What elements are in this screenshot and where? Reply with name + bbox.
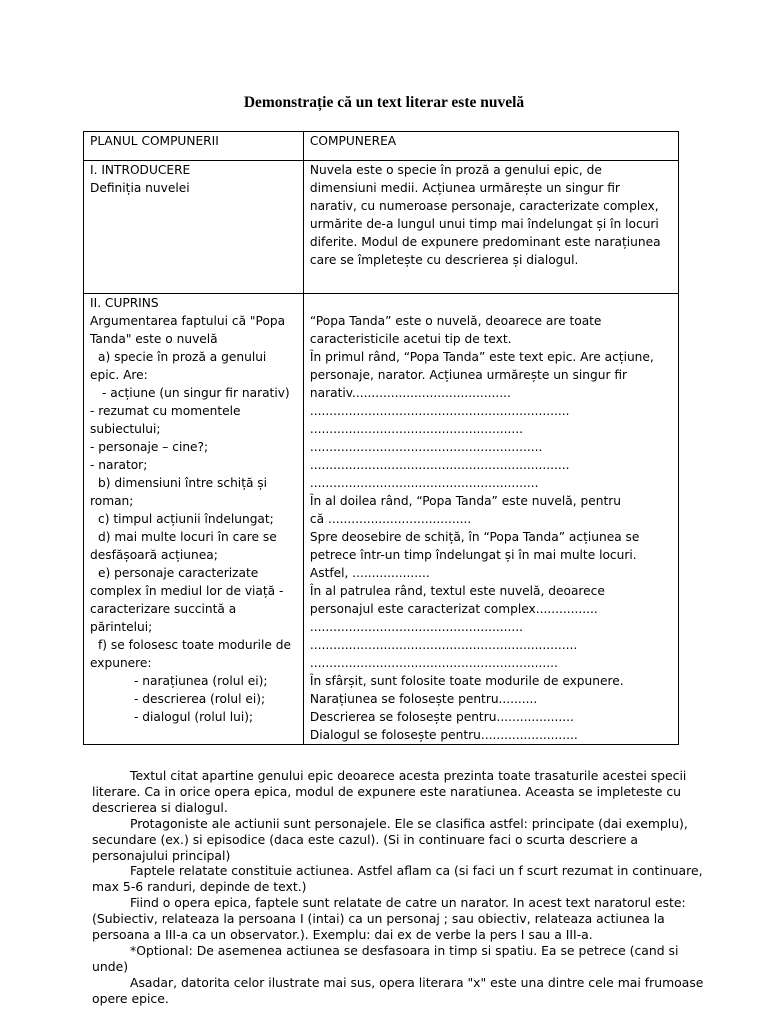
cuprins-text-line: ................................................................ <box>309 656 558 670</box>
cuprins-plan-line: - narator; <box>90 458 148 472</box>
paragraph: *Optional: De asemenea actiunea se desfasoara in timp si spatiu. Ea se petrece (cand si unde) <box>92 942 679 974</box>
cuprins-text-line <box>310 294 672 312</box>
cuprins-text-line: personajul este caracterizat complex................ <box>309 602 598 616</box>
cuprins-plan-line: desfășoară acțiunea; <box>90 548 218 562</box>
cuprins-text-line: Dialogul se folosește pentru......................... <box>309 728 578 742</box>
cuprins-plan-line: a) specie în proză a genului <box>98 350 267 364</box>
table-row-introducere <box>84 161 679 294</box>
intro-text-line: urmărite de-a lungul unui timp mai îndelungat și în locuri <box>309 217 659 231</box>
cuprins-text-line: În primul rând, “Popa Tanda” este text epic. Are acțiune, <box>309 350 654 364</box>
cuprins-text-line: Spre deosebire de schiță, în “Popa Tanda” acțiunea se <box>309 530 640 544</box>
page-title: Demonstrație că un text literar este nuvelă <box>243 94 525 111</box>
cuprins-text-line: caracteristicile acetui tip de text. <box>309 332 512 346</box>
intro-text-cell <box>303 161 678 294</box>
table-header-row <box>84 132 679 161</box>
cuprins-plan-line: epic. Are: <box>90 368 148 382</box>
cuprins-plan-line: Tanda" este o nuvelă <box>90 332 218 346</box>
cuprins-text-line: În sfârșit, sunt folosite toate modurile de expunere. <box>309 674 624 688</box>
cuprins-plan-line: părintelui; <box>90 620 153 634</box>
cuprins-text-line: că ..................................... <box>309 512 472 526</box>
paragraph: Protagoniste ale actiunii sunt personajele. Ele se clasifica astfel: principate (dai exemplu), secundare (ex.) si episodice (daca este cazul). (Si in continuare faci o scurta descriere a personajului principal) <box>92 815 688 863</box>
cuprins-text-line: Astfel, .................... <box>309 566 430 580</box>
cuprins-plan-line: - dialogul (rolul lui); <box>134 710 254 724</box>
cuprins-text-line: Descrierea se folosește pentru.................... <box>309 710 574 724</box>
cuprins-text-line: În al doilea rând, “Popa Tanda” este nuvelă, pentru <box>309 494 621 508</box>
intro-text-line: dimensiuni medii. Acțiunea urmărește un singur fir <box>309 181 620 195</box>
paragraph: Asadar, datorita celor ilustrate mai sus, opera literara "x" este una dintre cele mai frumoase opere epice. <box>92 974 704 1006</box>
cuprins-text-line: ....................................................... <box>309 422 523 436</box>
cuprins-text-line: “Popa Tanda” este o nuvelă, deoarece are toate <box>309 314 602 328</box>
cuprins-text-line: ..................................................................... <box>309 638 578 652</box>
plan-table <box>83 131 679 745</box>
cuprins-plan-line: - rezumat cu momentele <box>90 404 241 418</box>
intro-plan-line: Definiția nuvelei <box>90 181 190 195</box>
paragraph: Faptele relatate constituie actiunea. Astfel aflam ca (si faci un f scurt rezumat in continuare, max 5-6 randuri, depinde de text.) <box>92 863 703 895</box>
cuprins-plan-line: f) se folosesc toate modurile de <box>98 638 292 652</box>
cuprins-plan-line: d) mai multe locuri în care se <box>98 530 277 544</box>
cuprins-plan-line: subiectului; <box>90 422 161 436</box>
cuprins-plan-line: - personaje – cine?; <box>90 440 209 454</box>
cuprins-plan-line: roman; <box>90 494 134 508</box>
intro-plan-cell <box>84 161 304 294</box>
cuprins-plan-line: II. CUPRINS <box>90 296 159 310</box>
cuprins-plan-line: b) dimensiuni între schiță și <box>98 476 268 490</box>
cuprins-plan-line: Argumentarea faptului că "Popa <box>90 314 286 328</box>
intro-text-line: care se împletește cu descrierea și dialogul. <box>309 253 579 267</box>
body-text <box>92 768 714 1007</box>
paragraph: Fiind o opera epica, faptele sunt relatate de catre un narator. In acest text naratorul este: (Subiectiv, relateaza la persoana I (intai) ca un personaj ; sau obiectiv, relateaza actiunea la persoana a III-a ca un observator.). Exemplu: dai ex de verbe la pers I sau a III-a. <box>92 895 686 943</box>
col2-header: COMPUNEREA <box>303 132 678 161</box>
paragraph: Textul citat apartine genului epic deoarece acesta prezinta toate trasaturile acestei specii literare. Ca in orice opera epica, modul de expunere este naratiunea. Aceasta se impleteste cu descrierea si dialogul. <box>92 768 687 815</box>
table-row-cuprins <box>84 294 679 745</box>
col1-header: PLANUL COMPUNERII <box>84 132 304 161</box>
cuprins-text-line: ................................................................... <box>309 458 570 472</box>
cuprins-plan-line: caracterizare succintă a <box>90 602 237 616</box>
cuprins-plan-line: - descrierea (rolul ei); <box>134 692 266 706</box>
intro-text-line: diferite. Modul de expunere predominant este narațiunea <box>309 235 661 249</box>
cuprins-text-line: ................................................................... <box>309 404 570 418</box>
cuprins-text-line: narativ......................................... <box>309 386 511 400</box>
cuprins-text-line: ............................................................ <box>309 440 543 454</box>
cuprins-plan-line: - acțiune (un singur fir narativ) <box>102 386 290 400</box>
cuprins-text-cell <box>303 294 678 745</box>
cuprins-plan-line: expunere: <box>90 656 152 670</box>
intro-text-line: narativ, cu numeroase personaje, caracterizate complex, <box>309 199 659 213</box>
cuprins-plan-line: e) personaje caracterizate <box>98 566 259 580</box>
cuprins-text-line: În al patrulea rând, textul este nuvelă, deoarece <box>309 584 605 598</box>
cuprins-text-line: personaje, narator. Acțiunea urmărește un singur fir <box>309 368 628 382</box>
cuprins-text-line: ....................................................... <box>309 620 523 634</box>
cuprins-plan-line: complex în mediul lor de viață - <box>90 584 284 598</box>
intro-text-line: Nuvela este o specie în proză a genului epic, de <box>309 163 602 177</box>
cuprins-plan-line: - narațiunea (rolul ei); <box>134 674 268 688</box>
cuprins-plan-cell <box>84 294 304 745</box>
cuprins-text-line: ........................................................... <box>309 476 539 490</box>
intro-plan-line: I. INTRODUCERE <box>90 163 191 177</box>
cuprins-text-line: petrece într-un timp îndelungat și în mai multe locuri. <box>309 548 637 562</box>
cuprins-plan-line: c) timpul acțiunii îndelungat; <box>98 512 274 526</box>
cuprins-text-line: Narațiunea se folosește pentru.......... <box>309 692 538 706</box>
